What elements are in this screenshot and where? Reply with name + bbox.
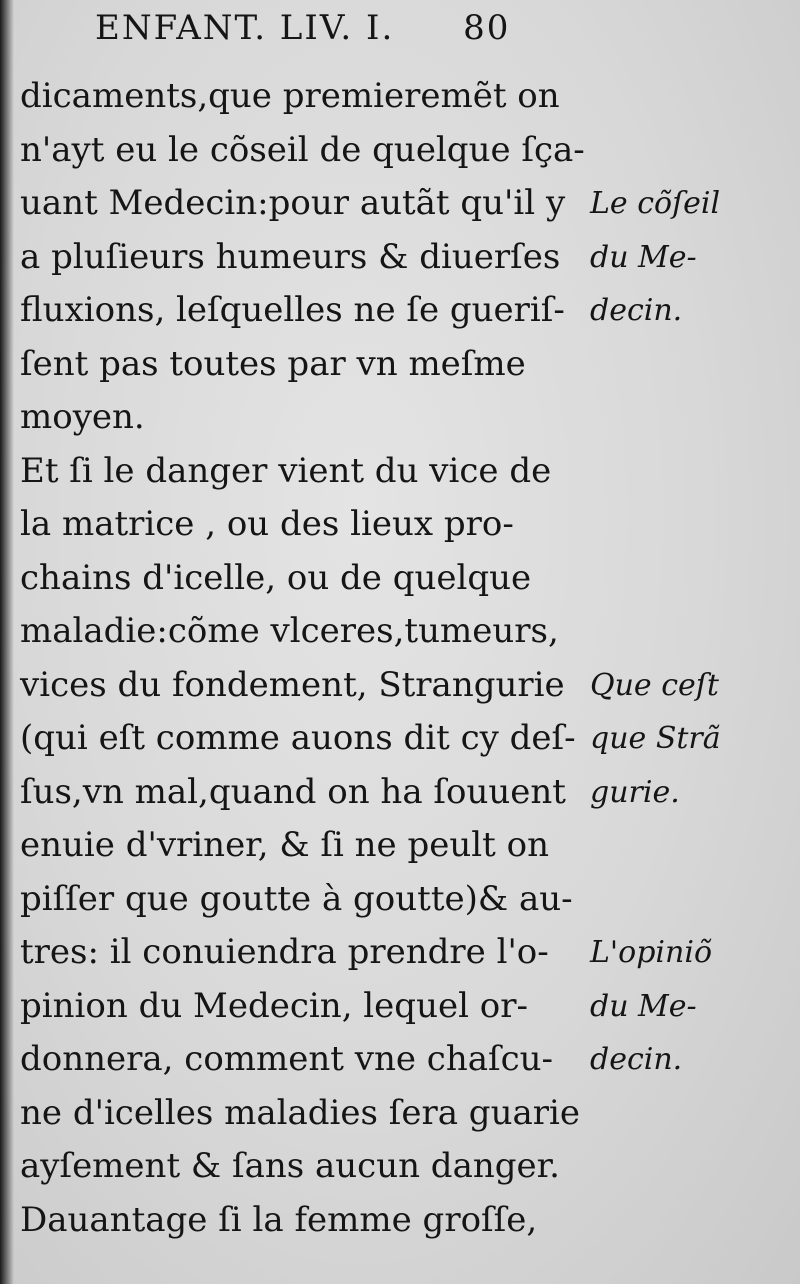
text-line: maladie:cõme vlceres,tumeurs, xyxy=(20,611,559,651)
page-edge-shadow xyxy=(0,0,14,1284)
margin-note xyxy=(590,659,795,820)
main-text-column xyxy=(20,70,585,1247)
margin-note-line: L'opiniõ xyxy=(590,935,713,970)
text-line: moyen. xyxy=(20,397,145,437)
text-line: la matrice , ou des lieux pro- xyxy=(20,504,514,544)
margin-note xyxy=(590,177,795,338)
text-line: pinion du Medecin, lequel or- xyxy=(20,985,528,1026)
margin-note-line: du Me- xyxy=(590,988,697,1024)
text-line: Et ſi le danger vient du vice de xyxy=(20,450,552,491)
margin-note xyxy=(590,926,795,1087)
text-line: chains d'icelle, ou de quelque xyxy=(20,557,532,598)
text-line: piſſer que goutte à goutte)& au- xyxy=(20,878,573,919)
text-line: uant Medecin:pour autãt qu'il y xyxy=(20,183,566,223)
text-line: n'ayt eu le cõseil de quelque ſça- xyxy=(20,129,585,170)
margin-note-line: Le cõſeil xyxy=(590,186,721,221)
text-line: a pluſieurs humeurs & diuerſes xyxy=(20,236,561,277)
text-line: donnera, comment vne chaſcu- xyxy=(20,1039,554,1079)
text-line: tres: il conuiendra prendre l'o- xyxy=(20,932,549,972)
running-header xyxy=(95,8,510,48)
text-line: ne d'icelles maladies ſera guarie xyxy=(20,1092,580,1133)
margin-note-line: Que ceſt xyxy=(590,667,719,703)
running-title: ENFANT. LIV. I. xyxy=(95,8,395,48)
text-line: ayſement & ſans aucun danger. xyxy=(20,1146,560,1186)
text-line: Dauantage ſi la femme groſſe, xyxy=(20,1199,538,1240)
text-line: ſent pas toutes par vn meſme xyxy=(20,343,526,384)
margin-note-line: du Me- xyxy=(590,239,697,275)
text-line: vices du fondement, Strangurie xyxy=(20,664,565,705)
text-line: (qui eſt comme auons dit cy deſ- xyxy=(20,718,576,758)
text-line: fluxions, leſquelles ne ſe gueriſ- xyxy=(20,290,565,330)
margin-note-line: decin. xyxy=(590,1042,683,1077)
text-line: dicaments,que premieremẽt on xyxy=(20,76,560,116)
margin-note-line: decin. xyxy=(590,293,683,328)
page-number: 80 xyxy=(463,8,511,48)
margin-note-line: gurie. xyxy=(590,774,680,810)
text-line: enuie d'vriner, & ſi ne peult on xyxy=(20,825,549,865)
text-line: ſus,vn mal,quand on ha ſouuent xyxy=(20,771,566,812)
margin-note-line: que Strã xyxy=(590,721,721,756)
